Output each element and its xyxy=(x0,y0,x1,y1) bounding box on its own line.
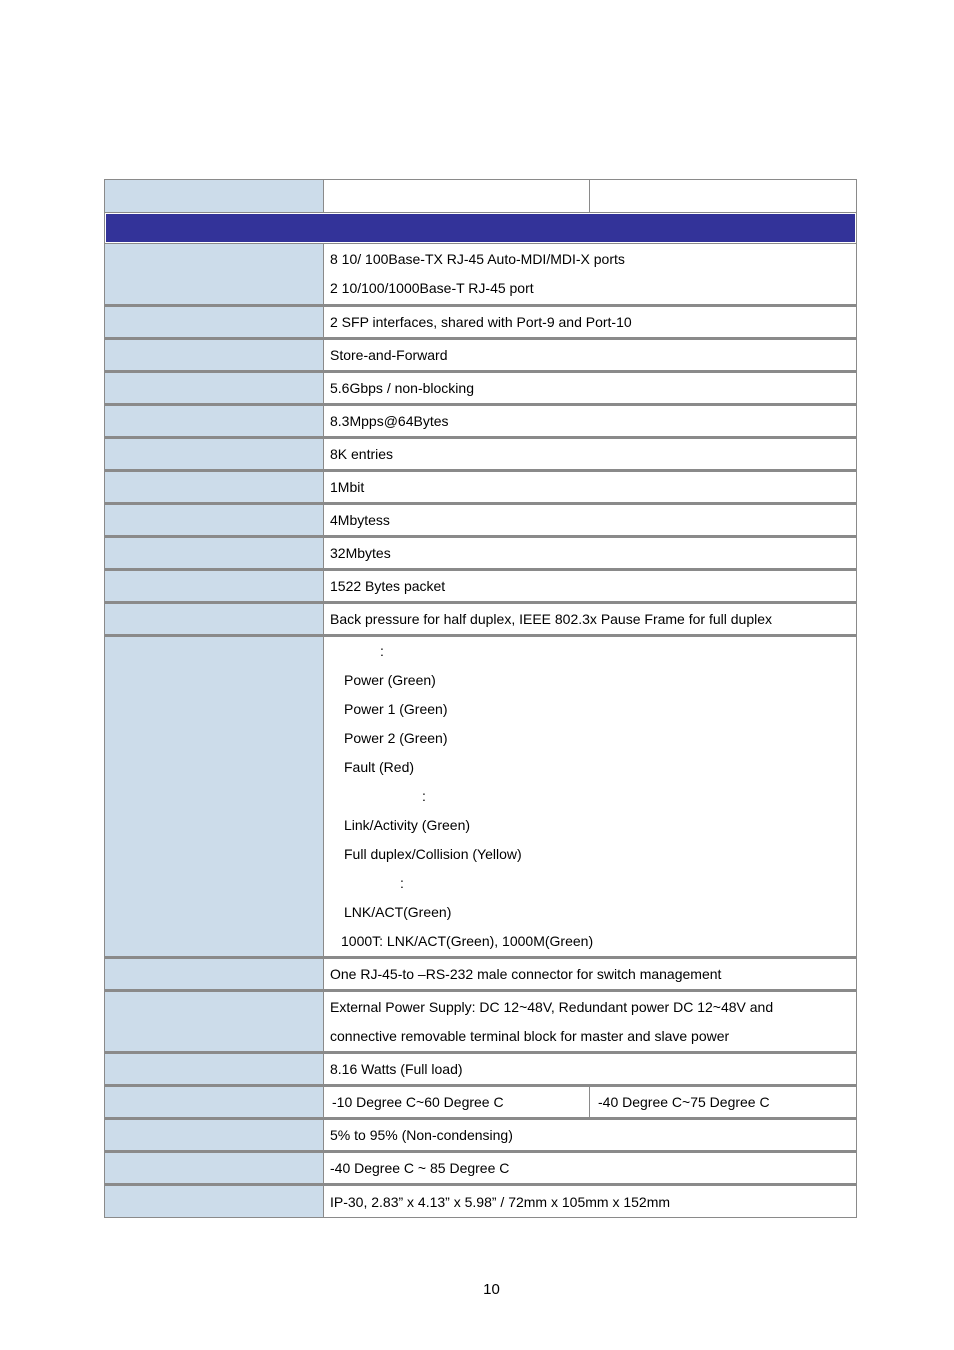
led-value-cell xyxy=(324,636,857,958)
sfp-value: 2 SFP interfaces, shared with Port-9 and Port-10 xyxy=(324,306,857,339)
row-led xyxy=(105,636,857,958)
power-consumption-value: 8.16 Watts (Full load) xyxy=(324,1053,857,1086)
led-power: Power (Green) xyxy=(344,672,436,688)
model-label-cell xyxy=(105,180,324,213)
label-cell xyxy=(105,504,324,537)
label-cell xyxy=(105,991,324,1053)
dram-value: 32Mbytes xyxy=(324,537,857,570)
flow-control-value: Back pressure for half duplex, IEEE 802.3x Pause Frame for full duplex xyxy=(324,603,857,636)
led-colon-b: : xyxy=(422,788,426,804)
label-cell xyxy=(105,1053,324,1086)
led-power-2: Power 2 (Green) xyxy=(344,730,448,746)
label-cell xyxy=(105,471,324,504)
label-cell xyxy=(105,372,324,405)
label-cell xyxy=(105,405,324,438)
row-flow-control xyxy=(105,603,857,636)
led-full-duplex: Full duplex/Collision (Yellow) xyxy=(344,846,522,862)
row-max-packet xyxy=(105,570,857,603)
label-cell xyxy=(105,1152,324,1185)
storage-temp-value: -40 Degree C ~ 85 Degree C xyxy=(324,1152,857,1185)
power-line-2: connective removable terminal block for master and slave power xyxy=(330,1027,730,1044)
switch-processing-value: Store-and-Forward xyxy=(324,339,857,372)
row-throughput xyxy=(105,405,857,438)
row-humidity xyxy=(105,1119,857,1152)
value-cell xyxy=(324,244,857,306)
led-lnk-act: LNK/ACT(Green) xyxy=(344,904,452,920)
row-flash xyxy=(105,504,857,537)
model-column-1 xyxy=(324,180,590,213)
row-dimensions xyxy=(105,1185,857,1218)
led-colon-a: : xyxy=(380,643,384,659)
row-temperature xyxy=(105,1086,857,1119)
label-cell xyxy=(105,339,324,372)
led-colon-c: : xyxy=(400,875,404,891)
row-console xyxy=(105,958,857,991)
temperature-col-1: -10 Degree C~60 Degree C xyxy=(324,1086,590,1119)
led-fault: Fault (Red) xyxy=(344,759,415,775)
label-cell xyxy=(105,438,324,471)
row-dram xyxy=(105,537,857,570)
led-link-activity: Link/Activity (Green) xyxy=(344,817,471,833)
label-cell xyxy=(105,603,324,636)
address-table-value: 8K entries xyxy=(324,438,857,471)
row-switch-fabric xyxy=(105,372,857,405)
row-buffer xyxy=(105,471,857,504)
led-power-1: Power 1 (Green) xyxy=(344,701,448,717)
dimensions-value: IP-30, 2.83” x 4.13” x 5.98” / 72mm x 105mm x 152mm xyxy=(324,1185,857,1218)
label-cell xyxy=(105,636,324,958)
page-number: 10 xyxy=(483,1281,500,1298)
ports-line-1: 8 10/ 100Base-TX RJ-45 Auto-MDI/MDI-X ports xyxy=(330,251,625,267)
flash-value: 4Mbytess xyxy=(324,504,857,537)
row-ports xyxy=(105,244,857,306)
row-sfp xyxy=(105,306,857,339)
max-packet-value: 1522 Bytes packet xyxy=(324,570,857,603)
ports-line-2: 2 10/100/1000Base-T RJ-45 port xyxy=(330,280,534,296)
model-header-row xyxy=(105,180,857,213)
row-power-consumption xyxy=(105,1053,857,1086)
label-cell xyxy=(105,306,324,339)
throughput-value: 8.3Mpps@64Bytes xyxy=(324,405,857,438)
spec-table xyxy=(104,179,857,1218)
console-value: One RJ-45-to –RS-232 male connector for switch management xyxy=(324,958,857,991)
power-value-cell xyxy=(324,991,857,1053)
label-cell xyxy=(105,537,324,570)
label-cell xyxy=(105,244,324,306)
label-cell xyxy=(105,1086,324,1119)
row-power xyxy=(105,991,857,1053)
section-title-bar xyxy=(105,213,857,244)
humidity-value: 5% to 95% (Non-condensing) xyxy=(324,1119,857,1152)
power-line-1: External Power Supply: DC 12~48V, Redundant power DC 12~48V and xyxy=(330,998,774,1015)
row-address-table xyxy=(105,438,857,471)
label-cell xyxy=(105,958,324,991)
switch-fabric-value: 5.6Gbps / non-blocking xyxy=(324,372,857,405)
buffer-value: 1Mbit xyxy=(324,471,857,504)
row-switch-processing xyxy=(105,339,857,372)
model-column-2 xyxy=(590,180,857,213)
section-title-cell xyxy=(105,213,857,244)
row-storage-temp xyxy=(105,1152,857,1185)
temperature-col-2: -40 Degree C~75 Degree C xyxy=(590,1086,857,1119)
label-cell xyxy=(105,1119,324,1152)
led-gigabit: 1000T: LNK/ACT(Green), 1000M(Green) xyxy=(341,933,594,949)
label-cell xyxy=(105,570,324,603)
label-cell xyxy=(105,1185,324,1218)
